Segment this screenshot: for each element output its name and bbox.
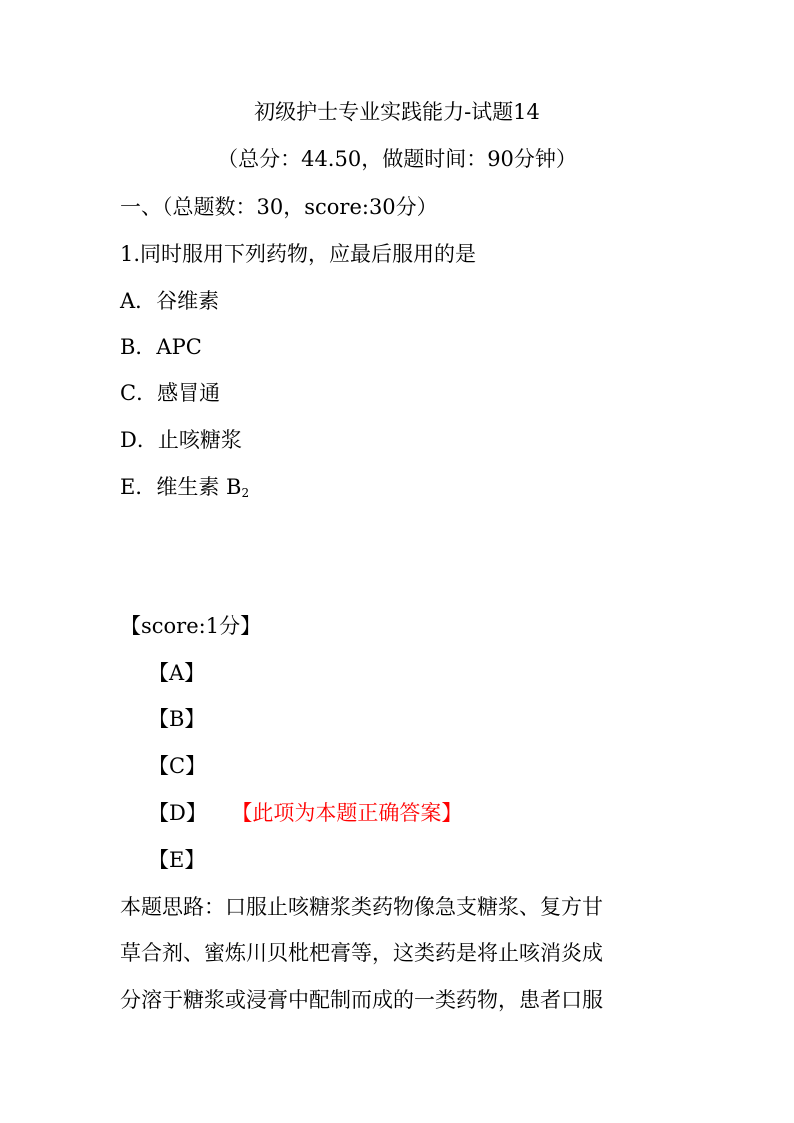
explanation-line: 本题思路：口服止咳糖浆类药物像急支糖浆、复方甘 bbox=[120, 895, 603, 919]
section-header: 一、（总题数：30，score:30分） bbox=[120, 195, 438, 219]
option-e bbox=[120, 473, 249, 507]
option-e-subscript: 2 bbox=[241, 486, 250, 500]
option-b: B．APC bbox=[120, 335, 202, 359]
option-a: A．谷维素 bbox=[120, 289, 220, 313]
answer-choice-d-label: 【D】 bbox=[148, 801, 207, 825]
option-d: D．止咳糖浆 bbox=[120, 428, 242, 452]
option-c: C．感冒通 bbox=[120, 381, 221, 405]
question-text: 1.同时服用下列药物，应最后服用的是 bbox=[120, 242, 477, 266]
answer-choice-b: 【B】 bbox=[148, 707, 206, 731]
answer-choice-c: 【C】 bbox=[148, 754, 207, 778]
correct-answer-marker: 【此项为本题正确答案】 bbox=[241, 801, 463, 825]
answer-choice-e: 【E】 bbox=[148, 848, 206, 872]
explanation-line: 分溶于糖浆或浸膏中配制而成的一类药物，患者口服 bbox=[120, 988, 603, 1012]
page-title: 初级护士专业实践能力-试题14 bbox=[254, 100, 540, 124]
page-subtitle: （总分：44.50，做题时间：90分钟） bbox=[217, 147, 577, 171]
score-label: 【score:1分】 bbox=[120, 614, 262, 638]
explanation-line: 草合剂、蜜炼川贝枇杷膏等，这类药是将止咳消炎成 bbox=[120, 941, 603, 965]
answer-choice-a: 【A】 bbox=[148, 661, 206, 685]
option-e-label: E．维生素 B bbox=[120, 475, 242, 499]
answer-choice-d bbox=[148, 799, 462, 827]
